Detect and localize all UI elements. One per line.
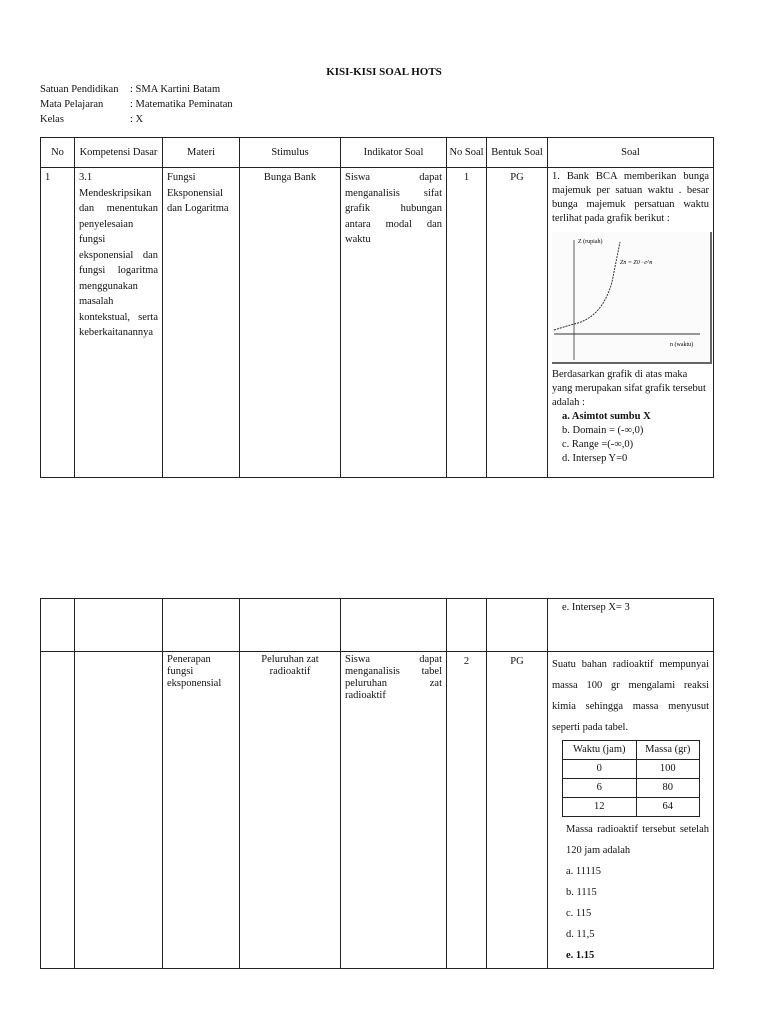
question-text: Massa radioaktif tersebut setelah 120 jam adalah (566, 824, 709, 856)
cell-massa: 64 (636, 798, 699, 817)
meta-label: Mata Pelajaran (40, 99, 104, 110)
cell-empty (75, 599, 163, 652)
cell-materi: Penerapan fungsi eksponensial (163, 652, 240, 969)
exponential-graph (552, 232, 712, 364)
document-meta (40, 82, 233, 127)
option-a (552, 410, 709, 424)
cell-empty (41, 599, 75, 652)
header-soal: Soal (548, 138, 714, 168)
cell-massa: 80 (636, 779, 699, 798)
option-c: c. 115 (566, 908, 592, 919)
cell-kompetensi-dasar (75, 652, 163, 969)
cell-no-soal: 2 (447, 652, 487, 969)
header-no: No (41, 138, 75, 168)
option-a-text: a. Asimtot sumbu X (562, 411, 651, 422)
meta-value: : Matematika Peminatan (130, 99, 233, 110)
option-e: e. Intersep X= 3 (562, 602, 630, 613)
option-c: c. Range =(-∞,0) (562, 439, 634, 450)
meta-mata-pelajaran (40, 97, 233, 112)
cell-empty (447, 599, 487, 652)
header-waktu: Waktu (jam) (563, 741, 637, 760)
table-row (41, 652, 714, 969)
cell-empty (487, 599, 548, 652)
x-axis-label: n (waktu) (670, 342, 694, 348)
meta-kelas (40, 112, 233, 127)
cell-soal (548, 599, 714, 652)
cell-bentuk-soal: PG (487, 168, 548, 478)
option-b: b. Domain = (-∞,0) (562, 425, 644, 436)
question-text: Berdasarkan grafik di atas maka yang merupakan sifat grafik tersebut adalah : (552, 369, 706, 408)
header-stimulus: Stimulus (240, 138, 341, 168)
option-e-text: e. 1.15 (566, 950, 595, 961)
option-b: b. 1115 (566, 887, 597, 898)
meta-label: Satuan Pendidikan (40, 84, 119, 95)
question-intro: Suatu bahan radioaktif mempunyai massa 100 gr mengalami reaksi kimia sehingga massa menyusut seperti pada tabel. (552, 659, 709, 733)
cell-waktu: 12 (563, 798, 637, 817)
cell-kompetensi-dasar: 3.1 Mendeskripsikan dan menentukan penyelesaian fungsi eksponensial dan fungsi logaritma menggunakan masalah kontekstual, serta keberkaitanannya (75, 168, 163, 478)
cell-waktu: 6 (563, 779, 637, 798)
meta-label: Kelas (40, 114, 64, 125)
option-e (552, 945, 709, 966)
meta-value: : X (130, 114, 144, 125)
decay-table-row (563, 779, 700, 798)
cell-no (41, 652, 75, 969)
graph-svg (552, 232, 710, 362)
document-title: KISI-KISI SOAL HOTS (326, 66, 442, 78)
header-no-soal: No Soal (447, 138, 487, 168)
header-bentuk-soal: Bentuk Soal (487, 138, 548, 168)
cell-bentuk-soal: PG (487, 652, 548, 969)
cell-empty (240, 599, 341, 652)
kisi-kisi-table (40, 137, 714, 478)
meta-value: : SMA Kartini Batam (130, 84, 221, 95)
cell-soal (548, 168, 714, 478)
y-axis-label: Z (rupiah) (578, 239, 603, 245)
cell-indikator: Siswa dapat menganalisis tabel peluruhan zat radioaktif (341, 652, 447, 969)
header-indikator-soal: Indikator Soal (341, 138, 447, 168)
decay-table-header (563, 741, 700, 760)
cell-materi: Fungsi Eksponensial dan Logaritma (163, 168, 240, 478)
cell-empty (163, 599, 240, 652)
cell-massa: 100 (636, 760, 699, 779)
question-intro: 1. Bank BCA memberikan bunga majemuk per satuan waktu . besar bunga majemuk persatuan waktu terlihat pada grafik berikut : (552, 171, 709, 224)
decay-table-row (563, 798, 700, 817)
cell-no-soal: 1 (447, 168, 487, 478)
cell-no: 1 (41, 168, 75, 478)
table-row (41, 599, 714, 652)
option-d: d. Intersep Y=0 (562, 453, 628, 464)
table-row (41, 168, 714, 478)
cell-stimulus: Peluruhan zat radioaktif (240, 652, 341, 969)
cell-stimulus: Bunga Bank (240, 168, 341, 478)
cell-indikator: Siswa dapat menganalisis sifat grafik hubungan antara modal dan waktu (341, 168, 447, 478)
cell-empty (341, 599, 447, 652)
decay-table-row (563, 760, 700, 779)
header-kompetensi-dasar: Kompetensi Dasar (75, 138, 163, 168)
formula-label: Zn = Z0 · e^n (620, 260, 653, 266)
option-d: d. 11,5 (566, 929, 595, 940)
cell-waktu: 0 (563, 760, 637, 779)
meta-satuan-pendidikan (40, 82, 233, 97)
cell-soal (548, 652, 714, 969)
decay-table (562, 740, 700, 817)
header-materi: Materi (163, 138, 240, 168)
kisi-kisi-table-continued (40, 598, 714, 969)
option-a: a. 11115 (566, 866, 601, 877)
table-header-row (41, 138, 714, 168)
exponential-curve (554, 242, 620, 330)
header-massa: Massa (gr) (636, 741, 699, 760)
